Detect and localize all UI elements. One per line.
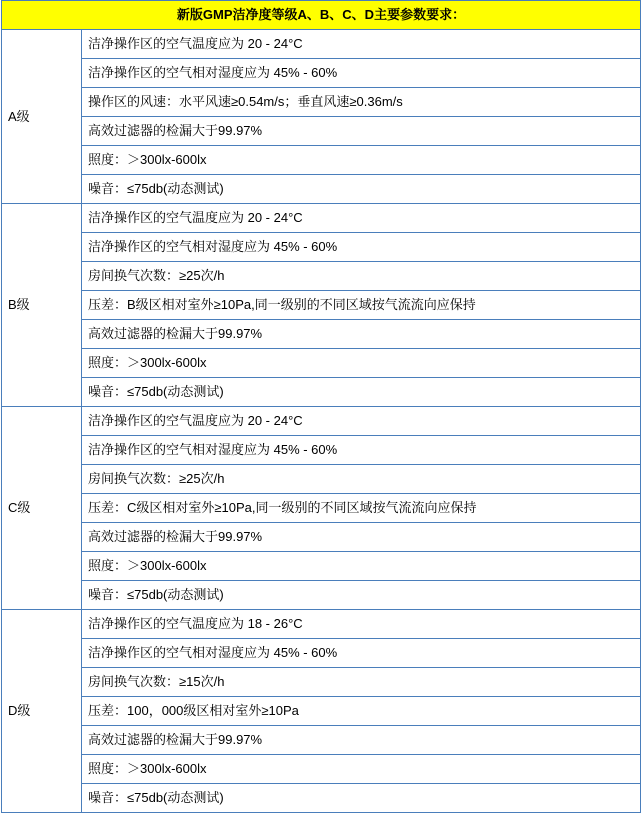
table-row bbox=[2, 610, 641, 639]
table-row bbox=[2, 291, 641, 320]
param-d-5: 高效过滤器的检漏大于99.97% bbox=[82, 726, 641, 755]
table-row bbox=[2, 320, 641, 349]
grade-label-b: B级 bbox=[2, 204, 82, 407]
table-row bbox=[2, 204, 641, 233]
table-row bbox=[2, 146, 641, 175]
param-a-5: 照度：＞300lx-600lx bbox=[82, 146, 641, 175]
grade-label-c: C级 bbox=[2, 407, 82, 610]
table-row bbox=[2, 233, 641, 262]
table-row bbox=[2, 59, 641, 88]
param-a-2: 洁净操作区的空气相对湿度应为 45% - 60% bbox=[82, 59, 641, 88]
param-d-3: 房间换气次数：≥15次/h bbox=[82, 668, 641, 697]
table-row bbox=[2, 465, 641, 494]
param-a-1: 洁净操作区的空气温度应为 20 - 24°C bbox=[82, 30, 641, 59]
table-row bbox=[2, 349, 641, 378]
table-row bbox=[2, 755, 641, 784]
param-c-2: 洁净操作区的空气相对湿度应为 45% - 60% bbox=[82, 436, 641, 465]
table-row bbox=[2, 117, 641, 146]
table-row bbox=[2, 697, 641, 726]
param-d-1: 洁净操作区的空气温度应为 18 - 26°C bbox=[82, 610, 641, 639]
table-row bbox=[2, 494, 641, 523]
table-row bbox=[2, 784, 641, 813]
param-b-7: 噪音：≤75db(动态测试) bbox=[82, 378, 641, 407]
param-b-3: 房间换气次数：≥25次/h bbox=[82, 262, 641, 291]
param-b-2: 洁净操作区的空气相对湿度应为 45% - 60% bbox=[82, 233, 641, 262]
param-d-7: 噪音：≤75db(动态测试) bbox=[82, 784, 641, 813]
table-row bbox=[2, 552, 641, 581]
table-row bbox=[2, 581, 641, 610]
param-b-5: 高效过滤器的检漏大于99.97% bbox=[82, 320, 641, 349]
table-row bbox=[2, 639, 641, 668]
param-b-1: 洁净操作区的空气温度应为 20 - 24°C bbox=[82, 204, 641, 233]
table-row bbox=[2, 262, 641, 291]
param-c-6: 照度：＞300lx-600lx bbox=[82, 552, 641, 581]
table-row bbox=[2, 726, 641, 755]
table-body bbox=[2, 1, 641, 813]
param-c-4: 压差：C级区相对室外≥10Pa,同一级别的不同区域按气流流向应保持 bbox=[82, 494, 641, 523]
table-row bbox=[2, 407, 641, 436]
grade-label-a: A级 bbox=[2, 30, 82, 204]
param-d-2: 洁净操作区的空气相对湿度应为 45% - 60% bbox=[82, 639, 641, 668]
param-d-6: 照度：＞300lx-600lx bbox=[82, 755, 641, 784]
param-b-4: 压差：B级区相对室外≥10Pa,同一级别的不同区域按气流流向应保持 bbox=[82, 291, 641, 320]
param-c-5: 高效过滤器的检漏大于99.97% bbox=[82, 523, 641, 552]
table-row bbox=[2, 30, 641, 59]
table-row bbox=[2, 668, 641, 697]
param-c-1: 洁净操作区的空气温度应为 20 - 24°C bbox=[82, 407, 641, 436]
grade-label-d: D级 bbox=[2, 610, 82, 813]
param-b-6: 照度：＞300lx-600lx bbox=[82, 349, 641, 378]
param-a-3: 操作区的风速：水平风速≥0.54m/s；垂直风速≥0.36m/s bbox=[82, 88, 641, 117]
param-c-7: 噪音：≤75db(动态测试) bbox=[82, 581, 641, 610]
page-title: 新版GMP洁净度等级A、B、C、D主要参数要求： bbox=[2, 1, 641, 30]
table-row bbox=[2, 523, 641, 552]
table-row bbox=[2, 175, 641, 204]
param-a-6: 噪音：≤75db(动态测试) bbox=[82, 175, 641, 204]
param-a-4: 高效过滤器的检漏大于99.97% bbox=[82, 117, 641, 146]
param-c-3: 房间换气次数：≥25次/h bbox=[82, 465, 641, 494]
table-row bbox=[2, 378, 641, 407]
table-row bbox=[2, 436, 641, 465]
param-d-4: 压差：100，000级区相对室外≥10Pa bbox=[82, 697, 641, 726]
gmp-cleanroom-parameter-table bbox=[1, 0, 641, 813]
table-row bbox=[2, 88, 641, 117]
table-title-row bbox=[2, 1, 641, 30]
